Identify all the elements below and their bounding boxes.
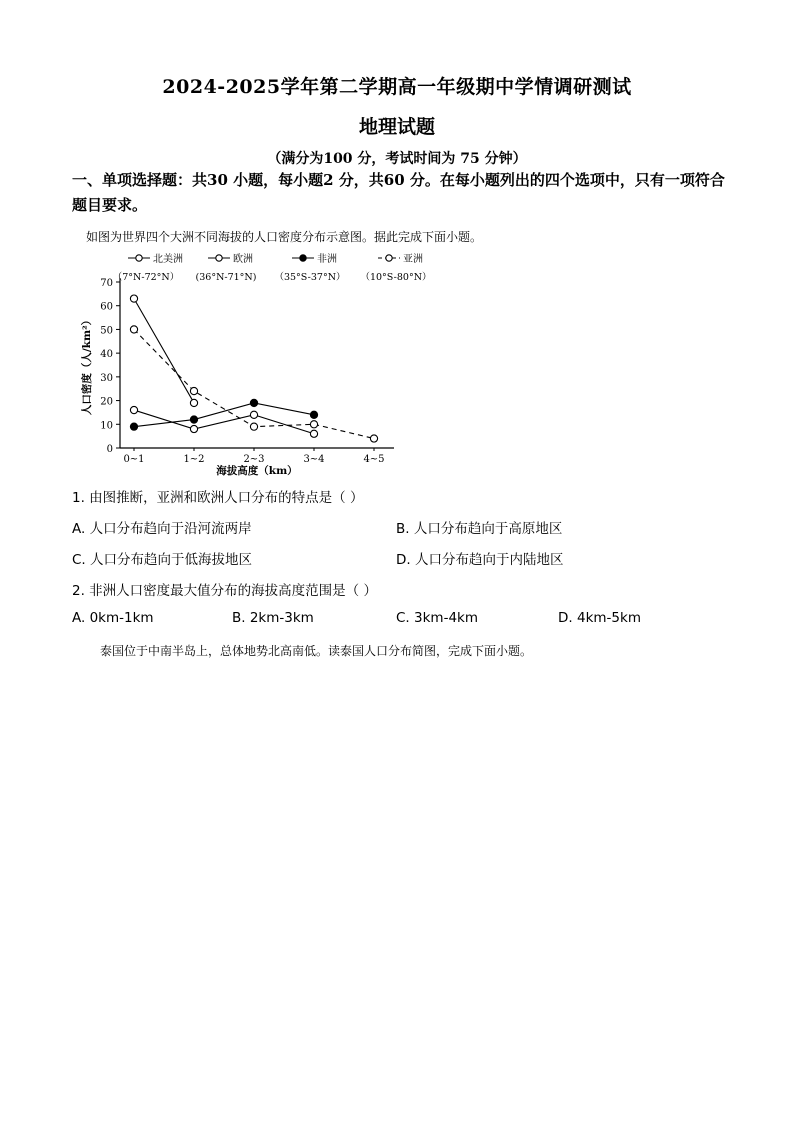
y-tick-label: 20: [100, 396, 113, 408]
x-tick-label: 1~2: [183, 454, 205, 465]
y-tick-label: 10: [100, 420, 113, 432]
x-axis-label: 海拔高度（km）: [216, 465, 298, 477]
legend-marker: [386, 255, 392, 261]
data-point: [190, 416, 197, 423]
legend-marker: [136, 255, 142, 261]
y-axis-label: 人口密度（人/km²）: [81, 314, 93, 416]
data-point: [190, 387, 197, 394]
question-2-option-b[interactable]: B. 2km-3km: [232, 610, 314, 626]
question-1-option-d[interactable]: D. 人口分布趋向于内陆地区: [396, 552, 564, 568]
series-3: [130, 326, 377, 442]
legend-marker: [300, 255, 306, 261]
data-point: [310, 411, 317, 418]
data-point: [130, 295, 137, 302]
x-tick-label: 3~4: [303, 454, 325, 465]
question-1-option-c[interactable]: C. 人口分布趋向于低海拔地区: [72, 552, 253, 568]
question-intro-2: 泰国位于中南半岛上，总体地势北高南低。读泰国人口分布简图，完成下面小题。: [100, 644, 533, 658]
x-tick-label: 2~3: [243, 454, 265, 465]
question-intro-1: 如图为世界四个大洲不同海拔的人口密度分布示意图。据此完成下面小题。: [86, 230, 483, 244]
data-point: [310, 421, 317, 428]
exam-title: 2024-2025学年第二学期高一年级期中学情调研测试: [162, 76, 632, 98]
data-point: [190, 425, 197, 432]
data-point: [130, 406, 137, 413]
question-1-option-a[interactable]: A. 人口分布趋向于沿河流两岸: [72, 521, 252, 537]
legend-name: 非洲: [317, 254, 337, 265]
legend-range: （7°N-72°N）: [112, 272, 180, 283]
data-point: [250, 399, 257, 406]
legend-name: 北美洲: [153, 254, 183, 265]
y-tick-label: 30: [100, 372, 113, 384]
y-tick-label: 70: [100, 278, 113, 289]
data-point: [130, 423, 137, 430]
y-tick-label: 40: [100, 349, 113, 361]
question-1-stem: 1. 由图推断，亚洲和欧洲人口分布的特点是（ ）: [72, 490, 364, 506]
series-1: [130, 295, 197, 407]
y-tick-label: 50: [100, 325, 113, 337]
y-tick-label: 0: [106, 444, 113, 455]
data-point: [250, 411, 257, 418]
question-1-option-b[interactable]: B. 人口分布趋向于高原地区: [396, 521, 563, 537]
data-point: [130, 326, 137, 333]
series-line: [134, 299, 194, 403]
series-line: [134, 410, 314, 434]
exam-subject: 地理试题: [358, 116, 435, 138]
question-2-stem: 2. 非洲人口密度最大值分布的海拔高度范围是（ ）: [72, 583, 377, 599]
data-point: [310, 430, 317, 437]
legend-range: （35°S-37°N）: [274, 272, 346, 283]
question-2-option-c[interactable]: C. 3km-4km: [396, 610, 478, 626]
legend-marker: [216, 255, 222, 261]
population-density-chart: [72, 248, 452, 478]
legend-name: 亚洲: [403, 254, 423, 265]
y-tick-label: 60: [100, 301, 113, 313]
data-point: [250, 423, 257, 430]
legend-name: 欧洲: [233, 254, 253, 265]
x-tick-label: 4~5: [363, 454, 385, 465]
question-2-option-a[interactable]: A. 0km-1km: [72, 610, 154, 626]
series-line: [134, 403, 314, 427]
x-tick-label: 0~1: [123, 454, 145, 465]
score-note: （满分为100 分，考试时间为 75 分钟）: [267, 151, 527, 167]
question-2-option-d[interactable]: D. 4km-5km: [558, 610, 641, 626]
legend-range: （10°S-80°N）: [360, 272, 432, 283]
data-point: [370, 435, 377, 442]
data-point: [190, 399, 197, 406]
legend-range: (36°N-71°N): [195, 272, 257, 283]
section-heading: 一、单项选择题：共30 小题，每小题2 分，共60 分。在每小题列出的四个选项中，只有一项符合题目要求。: [72, 171, 725, 214]
